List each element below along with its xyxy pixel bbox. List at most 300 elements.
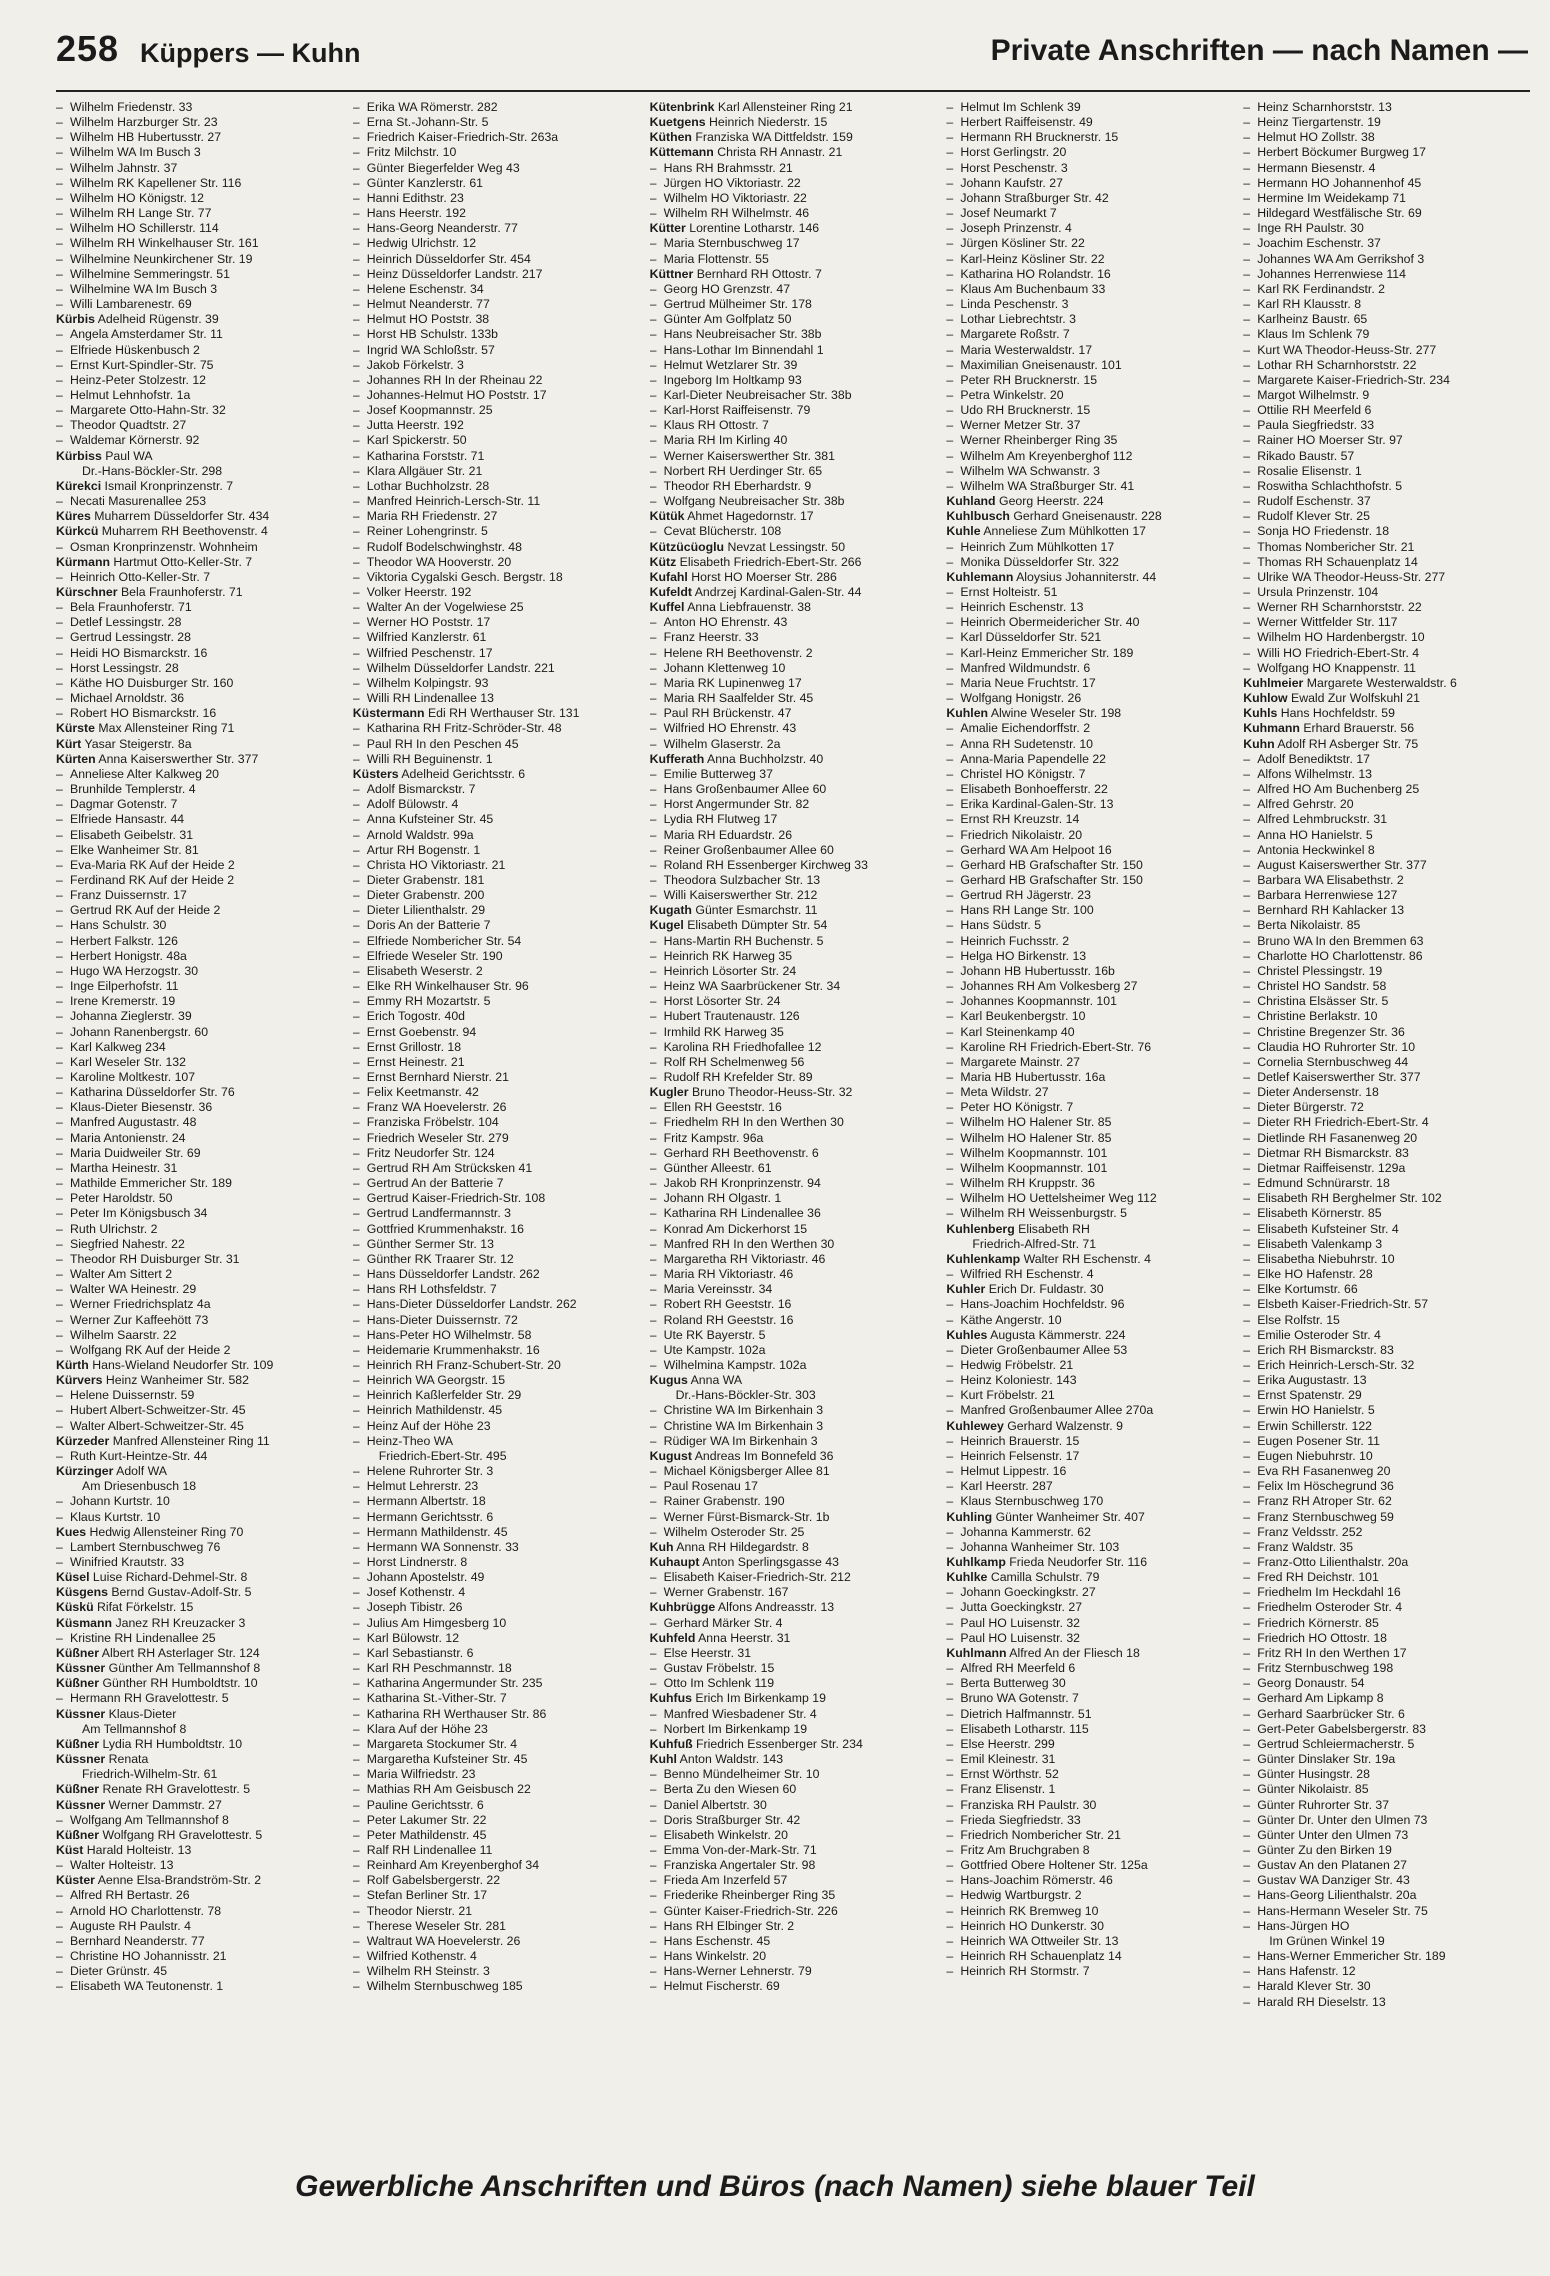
entry-details: Ernst Holteistr. 51 bbox=[960, 585, 1058, 599]
entry-details: Franz RH Atroper Str. 62 bbox=[1257, 1494, 1392, 1509]
entry-details: Amalie Eichendorffstr. 2 bbox=[960, 721, 1091, 736]
repeat-dash: – bbox=[946, 206, 954, 221]
entry-details: Karl-Dieter Neubreisacher Str. 38b bbox=[663, 387, 852, 402]
repeat-dash: – bbox=[1243, 994, 1251, 1009]
directory-entry bbox=[353, 1146, 642, 1161]
directory-entry bbox=[353, 797, 642, 812]
repeat-dash: – bbox=[352, 736, 360, 751]
repeat-dash: – bbox=[1243, 190, 1251, 205]
entry-details: Gerhard Gneisenaustr. 228 bbox=[1013, 509, 1162, 524]
directory-entry bbox=[650, 327, 939, 342]
entry-details: Frieda Neudorfer Str. 116 bbox=[1009, 1555, 1148, 1569]
footer-note: Gewerbliche Anschriften und Büros (nach Namen) siehe blauer Teil bbox=[295, 2170, 1255, 2203]
entry-details: Gerhard Am Lipkamp 8 bbox=[1257, 1691, 1384, 1706]
repeat-dash: – bbox=[56, 251, 63, 266]
repeat-dash: – bbox=[649, 1100, 657, 1115]
repeat-dash: – bbox=[56, 1964, 63, 1979]
directory-entry bbox=[353, 388, 642, 403]
repeat-dash: – bbox=[352, 600, 360, 615]
directory-entry bbox=[56, 782, 345, 797]
entry-details: Therese Weseler Str. 281 bbox=[366, 1918, 507, 1933]
repeat-dash: – bbox=[56, 1418, 63, 1433]
repeat-dash: – bbox=[56, 221, 63, 236]
entry-details: Dieter Lilienthalstr. 29 bbox=[366, 903, 486, 918]
entry-details: Franz Elisenstr. 1 bbox=[960, 1782, 1056, 1797]
directory-entry bbox=[353, 1313, 642, 1328]
directory-entry bbox=[650, 843, 939, 858]
directory-entry bbox=[650, 1904, 939, 1919]
directory-entry bbox=[353, 1798, 642, 1813]
repeat-dash: – bbox=[649, 1767, 657, 1782]
directory-entry bbox=[650, 676, 939, 691]
directory-entry bbox=[946, 964, 1235, 979]
entry-details: Wilfried Kothenstr. 4 bbox=[366, 1949, 477, 1964]
directory-entry bbox=[353, 191, 642, 206]
repeat-dash: – bbox=[56, 281, 63, 296]
directory-entry-surname bbox=[650, 1737, 939, 1752]
directory-entry bbox=[353, 1070, 642, 1085]
entry-details: Jürgen Kösliner Str. 22 bbox=[960, 236, 1085, 251]
directory-entry bbox=[650, 1161, 939, 1176]
repeat-dash: – bbox=[352, 569, 360, 584]
entry-details: Maria Sternbuschweg 17 bbox=[663, 236, 800, 251]
repeat-dash: – bbox=[946, 1600, 954, 1615]
repeat-dash: – bbox=[1243, 979, 1251, 994]
entry-details: Friedrich Essenberger Str. 234 bbox=[696, 1736, 863, 1751]
repeat-dash: – bbox=[946, 387, 954, 402]
repeat-dash: – bbox=[1243, 1615, 1251, 1630]
directory-entry bbox=[650, 1040, 939, 1055]
entry-details: Gert-Peter Gabelsbergerstr. 83 bbox=[1257, 1721, 1427, 1736]
entry-details: Klara Allgäuer Str. 21 bbox=[366, 463, 483, 478]
directory-entry bbox=[650, 191, 939, 206]
directory-entry bbox=[946, 812, 1235, 827]
directory-entry bbox=[650, 1419, 939, 1434]
entry-details: Barbara Herrenwiese 127 bbox=[1257, 888, 1398, 903]
directory-entry bbox=[1243, 646, 1532, 661]
directory-entry bbox=[56, 1115, 345, 1130]
entry-details: Wilhelm RH Lange Str. 77 bbox=[70, 206, 212, 221]
entry-details: Adolf Bismarckstr. 7 bbox=[366, 782, 476, 797]
repeat-dash: – bbox=[649, 615, 657, 630]
repeat-dash: – bbox=[1243, 1054, 1251, 1069]
directory-entry bbox=[353, 555, 642, 570]
directory-entry bbox=[353, 630, 642, 645]
directory-entry bbox=[650, 418, 939, 433]
directory-entry bbox=[353, 1555, 642, 1570]
entry-details: Winifried Krautstr. 33 bbox=[70, 1555, 185, 1569]
entry-details: Maria Duidweiler Str. 69 bbox=[70, 1145, 201, 1160]
directory-entry-surname bbox=[56, 1707, 345, 1722]
repeat-dash: – bbox=[56, 175, 63, 190]
entry-details: Heinrich Zum Mühlkotten 17 bbox=[960, 539, 1115, 554]
entry-details: Christine WA Im Birkenhain 3 bbox=[663, 1418, 824, 1433]
repeat-dash: – bbox=[946, 1009, 954, 1024]
entry-details: Gustav WA Danziger Str. 43 bbox=[1257, 1873, 1410, 1888]
surname: Kürvers bbox=[56, 1373, 103, 1388]
entry-details: Wilhelm Saarstr. 22 bbox=[70, 1327, 177, 1342]
surname: Kütenbrink bbox=[649, 100, 715, 114]
repeat-dash: – bbox=[352, 660, 360, 675]
repeat-dash: – bbox=[1243, 585, 1251, 599]
directory-entry bbox=[946, 646, 1235, 661]
directory-entry bbox=[1243, 388, 1532, 403]
entry-details: Johannes Herrenwiese 114 bbox=[1257, 266, 1406, 281]
directory-entry bbox=[56, 327, 345, 342]
directory-entry bbox=[353, 1434, 642, 1449]
entry-details: Hans-Werner Emmericher Str. 189 bbox=[1257, 1949, 1446, 1964]
repeat-dash: – bbox=[649, 1812, 657, 1827]
entry-details: Elisabeth Weserstr. 2 bbox=[366, 963, 483, 978]
entry-details: Walter Holteistr. 13 bbox=[70, 1858, 174, 1873]
entry-details: Elisabeth Kufsteiner Str. 4 bbox=[1257, 1221, 1399, 1236]
entry-details: Hans Neubreisacher Str. 38b bbox=[663, 327, 822, 342]
directory-entry bbox=[946, 767, 1235, 782]
entry-details: Johanna Kammerstr. 62 bbox=[960, 1524, 1091, 1539]
repeat-dash: – bbox=[352, 145, 360, 160]
entry-details: Friedrich HO Ottostr. 18 bbox=[1257, 1630, 1388, 1645]
entry-details: Rainer Grabenstr. 190 bbox=[663, 1494, 785, 1509]
directory-entry bbox=[56, 1146, 345, 1161]
repeat-dash: – bbox=[1243, 463, 1251, 478]
directory-entry bbox=[1243, 297, 1532, 312]
repeat-dash: – bbox=[1243, 524, 1251, 539]
repeat-dash: – bbox=[352, 418, 360, 433]
entry-details: Rudolf Klever Str. 25 bbox=[1257, 509, 1370, 524]
repeat-dash: – bbox=[1243, 1176, 1251, 1191]
entry-details: Dieter Andersenstr. 18 bbox=[1257, 1085, 1379, 1100]
entry-details: Karolina RH Friedhofallee 12 bbox=[663, 1039, 822, 1054]
repeat-dash: – bbox=[649, 1676, 657, 1691]
repeat-dash: – bbox=[56, 357, 63, 372]
entry-details: Elisabetha Niebuhrstr. 10 bbox=[1257, 1251, 1395, 1266]
directory-entry bbox=[56, 918, 345, 933]
entry-details: Roland RH Essenberger Kirchweg 33 bbox=[663, 857, 868, 872]
repeat-dash: – bbox=[649, 1297, 657, 1312]
entry-details: Heinrich Mathildenstr. 45 bbox=[366, 1403, 503, 1418]
entry-details: Klaus-Dieter Biesenstr. 36 bbox=[70, 1100, 213, 1115]
entry-details: Wilfried HO Ehrenstr. 43 bbox=[663, 721, 797, 736]
repeat-dash: – bbox=[649, 1206, 657, 1221]
repeat-dash: – bbox=[649, 1267, 657, 1282]
entry-details: Anna Kaiserswerther Str. 377 bbox=[98, 751, 259, 766]
directory-entry bbox=[946, 236, 1235, 251]
entry-details: Horst Lindnerstr. 8 bbox=[366, 1555, 468, 1569]
repeat-dash: – bbox=[1243, 918, 1251, 933]
directory-entry bbox=[650, 691, 939, 706]
repeat-dash: – bbox=[649, 1342, 657, 1357]
entry-details: Heinz Wanheimer Str. 582 bbox=[105, 1373, 249, 1388]
directory-entry bbox=[56, 100, 345, 115]
entry-details: Johanna Zieglerstr. 39 bbox=[70, 1009, 192, 1024]
repeat-dash: – bbox=[352, 1494, 360, 1509]
entry-details: Herbert Raiffeisenstr. 49 bbox=[960, 115, 1093, 130]
repeat-dash: – bbox=[352, 1267, 360, 1282]
entry-details: Hermann Biesenstr. 4 bbox=[1257, 160, 1376, 175]
entry-details: Siegfried Nahestr. 22 bbox=[70, 1236, 185, 1251]
repeat-dash: – bbox=[1243, 221, 1251, 236]
repeat-dash: – bbox=[1243, 206, 1251, 221]
entry-details: Anna-Maria Papendelle 22 bbox=[960, 751, 1107, 766]
repeat-dash: – bbox=[1243, 478, 1251, 493]
directory-entry bbox=[1243, 782, 1532, 797]
entry-details: Werner Kaiserswerther Str. 381 bbox=[663, 448, 835, 463]
repeat-dash: – bbox=[946, 1464, 954, 1479]
repeat-dash: – bbox=[56, 1145, 63, 1160]
directory-entry bbox=[1243, 949, 1532, 964]
directory-entry bbox=[946, 1055, 1235, 1070]
surname: Küstermann bbox=[352, 706, 425, 721]
directory-entry bbox=[650, 949, 939, 964]
repeat-dash: – bbox=[352, 1054, 360, 1069]
entry-details: Anna Buchholzstr. 40 bbox=[707, 751, 824, 766]
directory-entry-surname bbox=[56, 1585, 345, 1600]
entry-details: Dietmar Raiffeisenstr. 129a bbox=[1257, 1160, 1406, 1175]
directory-entry bbox=[650, 1525, 939, 1540]
entry-details: Fritz RH In den Werthen 17 bbox=[1257, 1645, 1407, 1660]
entry-details: Helmut Lehrerstr. 23 bbox=[366, 1479, 479, 1494]
repeat-dash: – bbox=[352, 1130, 360, 1145]
surname: Kuhmann bbox=[1243, 721, 1300, 736]
entry-details: Heinrich Düsseldorfer Str. 454 bbox=[366, 251, 531, 266]
directory-entry bbox=[946, 1343, 1235, 1358]
directory-entry bbox=[1243, 1570, 1532, 1585]
entry-details: Hans-Dieter Duissernstr. 72 bbox=[366, 1312, 518, 1327]
repeat-dash: – bbox=[649, 1070, 657, 1084]
repeat-dash: – bbox=[1243, 1191, 1251, 1206]
entry-details: Hans Eschenstr. 45 bbox=[663, 1933, 771, 1948]
directory-entry bbox=[56, 388, 345, 403]
entry-details: Hubert Trautenaustr. 126 bbox=[663, 1009, 800, 1024]
entry-details: Konrad Am Dickerhorst 15 bbox=[663, 1221, 808, 1236]
repeat-dash: – bbox=[946, 236, 954, 251]
entry-details: Elisabeth Dümpter Str. 54 bbox=[687, 918, 828, 933]
entry-details: Bruno Theodor-Heuss-Str. 32 bbox=[691, 1085, 853, 1100]
entry-details: Heinrich Otto-Keller-Str. 7 bbox=[70, 569, 211, 584]
surname: Kützücüoglu bbox=[649, 539, 725, 554]
directory-entry bbox=[353, 221, 642, 236]
repeat-dash: – bbox=[1243, 1403, 1251, 1418]
directory-entry-surname bbox=[1243, 721, 1532, 736]
repeat-dash: – bbox=[56, 1888, 63, 1903]
entry-details: Wilhelm HB Hubertusstr. 27 bbox=[70, 130, 222, 145]
entry-details: Alfons Andreasstr. 13 bbox=[717, 1600, 835, 1615]
entry-details: Maria RH Saalfelder Str. 45 bbox=[663, 691, 814, 706]
directory-entry bbox=[56, 1419, 345, 1434]
directory-entry bbox=[946, 737, 1235, 752]
directory-entry bbox=[56, 1691, 345, 1706]
directory-entry bbox=[56, 661, 345, 676]
entry-details: Wilhelmine Neunkirchener Str. 19 bbox=[70, 251, 253, 266]
entry-details: Dieter Grabenstr. 200 bbox=[366, 888, 485, 903]
entry-details: Maria RH Eduardstr. 26 bbox=[663, 827, 793, 842]
entry-details: Erich Heinrich-Lersch-Str. 32 bbox=[1257, 1357, 1415, 1372]
entry-details: Hedwig Fröbelstr. 21 bbox=[960, 1357, 1074, 1372]
entry-details: Cornelia Sternbuschweg 44 bbox=[1257, 1054, 1409, 1069]
directory-entry bbox=[650, 706, 939, 721]
directory-entry bbox=[650, 1282, 939, 1297]
entry-details: Wilhelm WA Schwanstr. 3 bbox=[960, 463, 1101, 478]
repeat-dash: – bbox=[352, 948, 360, 963]
entry-details: Waldemar Körnerstr. 92 bbox=[70, 433, 200, 448]
repeat-dash: – bbox=[649, 433, 657, 448]
repeat-dash: – bbox=[649, 1312, 657, 1327]
entry-details: Robert HO Bismarckstr. 16 bbox=[70, 706, 217, 721]
entry-details: Wilhelm Düsseldorfer Landstr. 221 bbox=[366, 660, 555, 675]
entry-details: Wilhelm Jahnstr. 37 bbox=[70, 160, 178, 175]
repeat-dash: – bbox=[1243, 1752, 1251, 1767]
entry-details: Elisabeth Friedrich-Ebert-Str. 266 bbox=[679, 554, 862, 569]
repeat-dash: – bbox=[352, 281, 360, 296]
repeat-dash: – bbox=[352, 115, 360, 130]
entry-details: Günter Am Golfplatz 50 bbox=[663, 312, 792, 327]
directory-entry bbox=[353, 1843, 642, 1858]
repeat-dash: – bbox=[1243, 1509, 1251, 1524]
entry-details: Heidemarie Krummenhakstr. 16 bbox=[366, 1342, 540, 1357]
directory-entry bbox=[1243, 1828, 1532, 1843]
repeat-dash: – bbox=[946, 1145, 954, 1160]
repeat-dash: – bbox=[1243, 1888, 1251, 1903]
entry-details: Gerhard RH Beethovenstr. 6 bbox=[663, 1145, 819, 1160]
directory-entry bbox=[1243, 1434, 1532, 1449]
repeat-dash: – bbox=[649, 1979, 657, 1994]
directory-entry bbox=[353, 1343, 642, 1358]
directory-entry bbox=[353, 236, 642, 251]
surname: Küster bbox=[56, 1873, 95, 1888]
entry-details: Franz Sternbuschweg 59 bbox=[1257, 1509, 1394, 1524]
directory-entry bbox=[56, 1009, 345, 1024]
entry-details: Felix Keetmanstr. 42 bbox=[366, 1085, 479, 1100]
repeat-dash: – bbox=[649, 872, 657, 887]
repeat-dash: – bbox=[649, 1888, 657, 1903]
entry-details: Erich Im Birkenkamp 19 bbox=[695, 1691, 826, 1706]
surname: Kürth bbox=[56, 1357, 89, 1372]
directory-entry bbox=[56, 873, 345, 888]
directory-entry bbox=[353, 570, 642, 585]
repeat-dash: – bbox=[1243, 1570, 1251, 1585]
directory-entry bbox=[1243, 1767, 1532, 1782]
repeat-dash: – bbox=[1243, 145, 1251, 160]
repeat-dash: – bbox=[946, 963, 954, 978]
directory-entry bbox=[946, 1191, 1235, 1206]
directory-entry bbox=[1243, 964, 1532, 979]
directory-entry bbox=[1243, 1328, 1532, 1343]
repeat-dash: – bbox=[56, 1085, 63, 1100]
repeat-dash: – bbox=[352, 1342, 360, 1357]
directory-entry bbox=[353, 1115, 642, 1130]
entry-details: Linda Peschenstr. 3 bbox=[960, 297, 1069, 312]
directory-entry bbox=[946, 1206, 1235, 1221]
entry-details: Ellen RH Geeststr. 16 bbox=[663, 1100, 782, 1115]
surname: Kuhlbusch bbox=[946, 509, 1010, 524]
repeat-dash: – bbox=[56, 1039, 63, 1054]
entry-details: Peter Mathildenstr. 45 bbox=[366, 1827, 487, 1842]
repeat-dash: – bbox=[1243, 948, 1251, 963]
repeat-dash: – bbox=[1243, 1661, 1251, 1676]
directory-entry-continuation: Dr.-Hans-Böckler-Str. 298 bbox=[82, 463, 223, 478]
entry-details: Helmut Im Schlenk 39 bbox=[960, 100, 1081, 114]
directory-entry bbox=[1243, 979, 1532, 994]
repeat-dash: – bbox=[649, 160, 657, 175]
entry-details: Horst Lessingstr. 28 bbox=[70, 660, 179, 675]
entry-details: Erhard Brauerstr. 56 bbox=[1303, 721, 1415, 736]
repeat-dash: – bbox=[946, 1403, 954, 1418]
repeat-dash: – bbox=[946, 660, 954, 675]
repeat-dash: – bbox=[1243, 1267, 1251, 1282]
entry-details: Johann Ranenbergstr. 60 bbox=[70, 1024, 209, 1039]
directory-entry bbox=[1243, 1176, 1532, 1191]
running-head-section-title: Private Anschriften — nach Namen — bbox=[990, 34, 1528, 67]
entry-details: Robert RH Geeststr. 16 bbox=[663, 1297, 792, 1312]
directory-entry bbox=[650, 1828, 939, 1843]
repeat-dash: – bbox=[649, 206, 657, 221]
entry-details: Helmut Fischerstr. 69 bbox=[663, 1979, 780, 1994]
entry-details: Peter RH Brucknerstr. 15 bbox=[960, 372, 1098, 387]
directory-entry bbox=[56, 343, 345, 358]
entry-details: Anna Heerstr. 31 bbox=[698, 1630, 791, 1645]
surname: Kuhles bbox=[946, 1327, 988, 1342]
directory-entry-surname bbox=[56, 1828, 345, 1843]
directory-entry bbox=[1243, 1313, 1532, 1328]
entry-details: Franziska WA Dittfeldstr. 159 bbox=[695, 130, 853, 145]
entry-details: Meta Wildstr. 27 bbox=[960, 1085, 1049, 1100]
repeat-dash: – bbox=[352, 645, 360, 660]
entry-details: Elfriede Nombericher Str. 54 bbox=[366, 933, 522, 948]
directory-entry bbox=[1243, 1646, 1532, 1661]
repeat-dash: – bbox=[946, 1373, 954, 1388]
repeat-dash: – bbox=[1243, 645, 1251, 660]
repeat-dash: – bbox=[1243, 115, 1251, 130]
entry-details: Hermine Im Weidekamp 71 bbox=[1257, 190, 1406, 205]
repeat-dash: – bbox=[352, 630, 360, 645]
directory-entry bbox=[353, 1707, 642, 1722]
entry-details: Hans Schulstr. 30 bbox=[70, 918, 167, 933]
repeat-dash: – bbox=[1243, 1312, 1251, 1327]
directory-entry bbox=[56, 1100, 345, 1115]
directory-entry bbox=[353, 343, 642, 358]
repeat-dash: – bbox=[352, 1479, 360, 1494]
repeat-dash: – bbox=[1243, 1085, 1251, 1100]
repeat-dash: – bbox=[352, 963, 360, 978]
entry-details: Alfred RH Bertastr. 26 bbox=[70, 1888, 190, 1903]
repeat-dash: – bbox=[946, 797, 954, 812]
directory-entry bbox=[946, 403, 1235, 418]
entry-details: Karoline RH Friedrich-Ebert-Str. 76 bbox=[960, 1039, 1152, 1054]
directory-entry bbox=[1243, 1373, 1532, 1388]
entry-details: Karl Kalkweg 234 bbox=[70, 1039, 166, 1054]
directory-entry bbox=[1243, 1737, 1532, 1752]
entry-details: Frieda Am Inzerfeld 57 bbox=[663, 1873, 788, 1888]
repeat-dash: – bbox=[649, 1933, 657, 1948]
repeat-dash: – bbox=[56, 1100, 63, 1115]
directory-entry bbox=[353, 540, 642, 555]
entry-details: Adelheid Rügenstr. 39 bbox=[97, 312, 219, 327]
directory-entry bbox=[56, 403, 345, 418]
surname: Kugel bbox=[649, 918, 684, 933]
entry-details: Wilhelm RH Winkelhauser Str. 161 bbox=[70, 236, 259, 251]
repeat-dash: – bbox=[1243, 418, 1251, 433]
repeat-dash: – bbox=[352, 1752, 360, 1767]
entry-details: Maria Wilfriedstr. 23 bbox=[366, 1767, 476, 1782]
directory-entry bbox=[946, 1828, 1235, 1843]
repeat-dash: – bbox=[946, 463, 954, 478]
entry-details: Herbert Böckumer Burgweg 17 bbox=[1257, 145, 1427, 160]
entry-details: Günther Alleestr. 61 bbox=[663, 1160, 772, 1175]
directory-entry-surname bbox=[946, 706, 1235, 721]
repeat-dash: – bbox=[1243, 1873, 1251, 1888]
directory-entry bbox=[353, 1949, 642, 1964]
directory-entry bbox=[353, 524, 642, 539]
